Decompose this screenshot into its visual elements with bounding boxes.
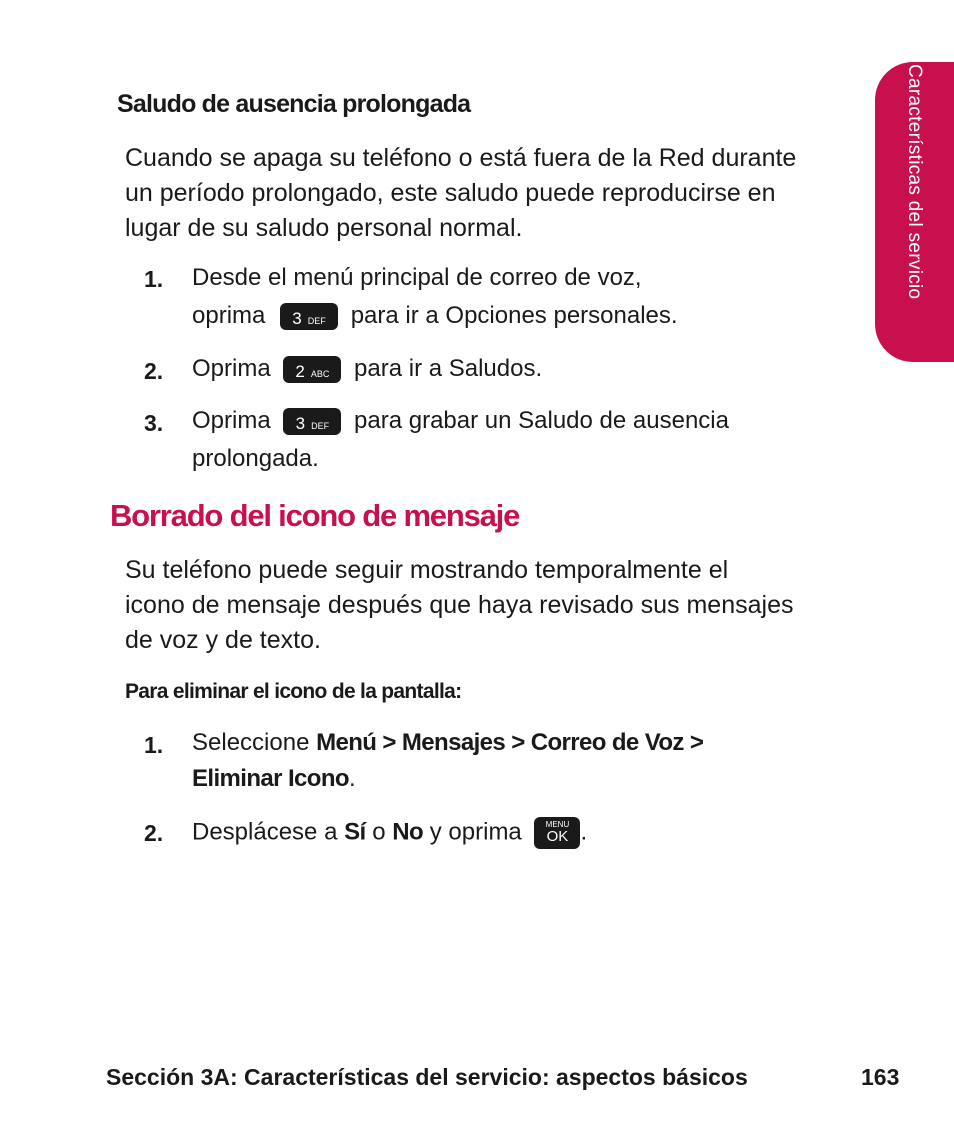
- step-text: para ir a Opciones personales.: [350, 302, 678, 329]
- paragraph-line: icono de mensaje después que haya revisado sus mensajes: [125, 591, 794, 619]
- section-heading: Saludo de ausencia prolongada: [117, 90, 471, 118]
- option-no: No: [392, 818, 424, 846]
- subheading: Para eliminar el icono de la pantalla:: [125, 680, 462, 703]
- step-text: o: [372, 818, 386, 846]
- step-text: para ir a Saludos.: [354, 355, 543, 382]
- step-text: para grabar un Saludo de ausencia: [354, 407, 729, 434]
- page-number: 163: [861, 1064, 900, 1090]
- step-number: 1.: [144, 732, 164, 758]
- paragraph-line: un período prolongado, este saludo puede reproducirse en: [125, 179, 776, 207]
- step-line: [192, 729, 703, 757]
- key-3-def-icon: 3 DEF: [283, 408, 341, 435]
- step-line: [192, 765, 356, 793]
- paragraph-line: de voz y de texto.: [125, 626, 321, 654]
- section-title: Borrado del icono de mensaje: [110, 498, 520, 533]
- key-2-abc-icon: 2 ABC: [283, 356, 341, 383]
- step-text: Seleccione: [192, 729, 310, 756]
- step-text: prolongada.: [192, 445, 319, 472]
- menu-ok-key-icon: MENU OK: [534, 817, 580, 849]
- step-number: 2.: [144, 358, 164, 384]
- step-line: [192, 302, 678, 330]
- step-text: Oprima: [192, 355, 271, 382]
- paragraph-line: Cuando se apaga su teléfono o está fuera de la Red durante: [125, 144, 797, 172]
- menu-path: Menú > Mensajes > Correo de Voz >: [316, 729, 704, 756]
- paragraph-line: Su teléfono puede seguir mostrando temporalmente el: [125, 556, 729, 584]
- key-3-def-icon: 3 DEF: [280, 303, 338, 330]
- step-text: oprima: [192, 302, 266, 329]
- paragraph-line: lugar de su saludo personal normal.: [125, 214, 523, 242]
- step-line: [192, 355, 542, 383]
- step-number: 3.: [144, 410, 164, 436]
- punctuation: .: [580, 818, 588, 846]
- step-line: [192, 407, 729, 435]
- side-tab-label: Características del servicio: [904, 64, 925, 300]
- step-line: [192, 817, 587, 849]
- step-text: y oprima: [429, 818, 522, 846]
- step-number: 1.: [144, 266, 164, 292]
- footer-section: Sección 3A: Características del servicio: aspectos básicos: [106, 1064, 748, 1090]
- step-text: Desde el menú principal de correo de voz,: [192, 264, 642, 291]
- option-yes: Sí: [344, 818, 366, 846]
- punctuation: .: [348, 765, 356, 792]
- step-text: Oprima: [192, 407, 271, 434]
- menu-path: Eliminar Icono: [192, 765, 349, 792]
- step-number: 2.: [144, 820, 164, 846]
- step-text: Desplácese a: [192, 818, 338, 846]
